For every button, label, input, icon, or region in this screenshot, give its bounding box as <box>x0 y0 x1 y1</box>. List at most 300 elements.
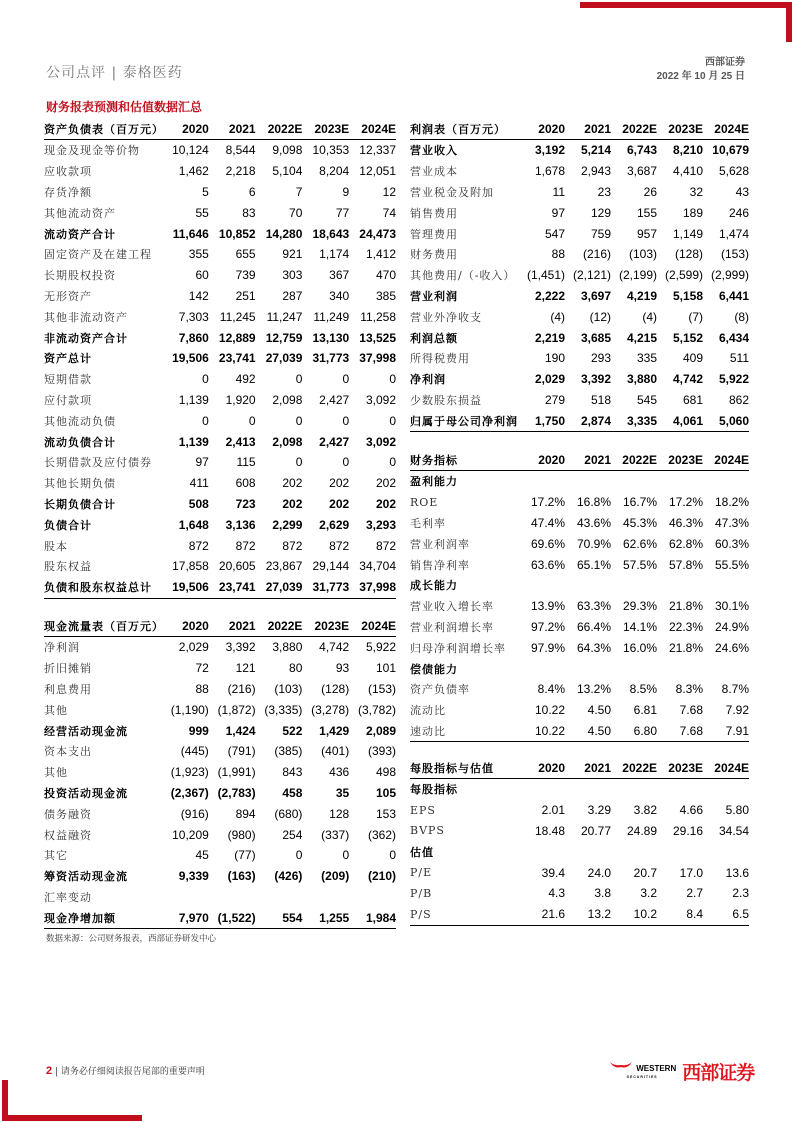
cell-value: 0 <box>389 413 396 428</box>
cell-value: (216) <box>227 681 256 696</box>
row-label: 长期负债合计 <box>44 497 116 511</box>
logo-english-sub: SECURITIES <box>626 1075 658 1079</box>
cell-value: 4.50 <box>565 721 611 742</box>
cell-value: 16.8% <box>576 495 611 510</box>
row-label: 现金及现金等价物 <box>44 144 140 158</box>
footer-disclaimer: 请务必仔细阅读报告尾部的重要声明 <box>60 1067 205 1077</box>
table-row <box>44 556 396 577</box>
row-label: P/E <box>410 866 433 880</box>
cell-value: (163) <box>227 869 256 884</box>
table-row <box>44 679 396 700</box>
row-label: 资产负债率 <box>410 683 470 697</box>
cell-value: 9,098 <box>272 143 303 158</box>
table-row <box>44 182 396 203</box>
table-row <box>410 223 749 244</box>
cell-value: (393) <box>367 744 396 759</box>
row-label: EPS <box>410 803 436 817</box>
top-red-bar-vertical <box>786 2 792 42</box>
cell-value: 7.91 <box>703 721 749 742</box>
cell-value: (103) <box>628 247 657 262</box>
cell-value: 35 <box>335 785 350 800</box>
row-label: 所得税费用 <box>410 352 470 366</box>
cell-value: 681 <box>682 392 703 407</box>
cell-value: 436 <box>329 765 350 780</box>
cell-value: 3,092 <box>365 392 396 407</box>
cell-value: 21.8% <box>668 640 703 655</box>
income-statement-table <box>410 119 749 432</box>
cell-value: 47.3% <box>714 515 749 530</box>
cell-value: (12) <box>589 309 611 324</box>
cell-value <box>565 575 611 596</box>
column-header: 2023E <box>302 616 349 637</box>
cell-value: 65.1% <box>576 557 611 572</box>
table-header-row <box>410 758 749 779</box>
row-label: 净利润 <box>44 641 80 655</box>
table-row <box>410 182 749 203</box>
cell-value <box>519 575 565 596</box>
cell-value: 3,392 <box>580 372 611 387</box>
financial-ratios-table <box>410 450 749 742</box>
row-label: 归属于母公司净利润 <box>410 410 519 431</box>
cell-value: 409 <box>682 351 703 366</box>
cell-value: 411 <box>189 476 209 491</box>
logo-bull-icon <box>608 1061 676 1082</box>
cell-value: 8.5% <box>629 682 657 697</box>
cell-value: 1,984 <box>349 907 396 928</box>
table-row <box>410 369 749 390</box>
table-row <box>410 554 749 575</box>
cell-value: (8) <box>734 309 749 324</box>
cell-value: 4,410 <box>672 164 703 179</box>
cell-value: 29.3% <box>622 599 657 614</box>
cell-value: 4.50 <box>587 703 611 718</box>
cell-value: 20.7 <box>633 865 657 880</box>
cell-value <box>611 575 657 596</box>
cell-value: 554 <box>256 907 303 928</box>
cell-value: (2,367) <box>170 785 209 800</box>
cell-value: 3,880 <box>272 640 303 655</box>
cell-value: 189 <box>682 205 703 220</box>
column-header: 2020 <box>519 758 565 779</box>
cell-value: 23,741 <box>218 351 256 366</box>
row-label: ROE <box>410 495 439 509</box>
table-row <box>44 348 396 369</box>
table-row <box>410 348 749 369</box>
cell-value: (4) <box>642 309 657 324</box>
table-row <box>44 473 396 494</box>
cell-value: 190 <box>544 351 565 366</box>
cell-value: 18.48 <box>534 823 565 838</box>
table-row <box>410 596 749 617</box>
cell-value: 7.92 <box>725 703 749 718</box>
cell-value: 10,209 <box>172 827 209 842</box>
cell-value: 9 <box>342 184 350 199</box>
cell-value: 7 <box>295 184 303 199</box>
cell-value <box>565 779 611 800</box>
cell-value: 498 <box>375 765 396 780</box>
cell-value: 0 <box>295 413 303 428</box>
table-row <box>44 286 396 307</box>
per-share-valuation-table <box>410 758 749 926</box>
cell-value: 0 <box>342 455 350 470</box>
column-header: 2022E <box>256 616 303 637</box>
cell-value: 340 <box>329 288 350 303</box>
cell-value: (337) <box>321 827 350 842</box>
cell-value: 3,392 <box>225 640 256 655</box>
cell-value: 62.6% <box>622 536 657 551</box>
table-row <box>44 369 396 390</box>
logo-chinese: 西部证券 <box>682 1063 755 1084</box>
cell-value: 335 <box>636 351 657 366</box>
table-row <box>410 575 749 596</box>
cell-value: 6.81 <box>633 703 657 718</box>
table-row <box>410 862 749 883</box>
row-label: 投资活动现金流 <box>44 786 128 800</box>
cell-value: 279 <box>544 392 565 407</box>
row-label: 负债和股东权益总计 <box>44 577 162 598</box>
row-label: 毛利率 <box>410 516 446 530</box>
cell-value: 13,525 <box>359 330 396 345</box>
table-row <box>44 783 396 804</box>
cell-value: 97.9% <box>530 640 565 655</box>
column-header: 2024E <box>703 758 749 779</box>
cell-value: 6.5 <box>703 904 749 925</box>
cell-value: 0 <box>342 372 350 387</box>
cell-value: 1,429 <box>319 723 350 738</box>
cell-value: 202 <box>282 476 303 491</box>
row-label: 其他长期负债 <box>44 477 116 491</box>
cell-value: 0 <box>202 413 209 428</box>
cell-value: 3,092 <box>365 434 396 449</box>
cell-value: 153 <box>375 806 396 821</box>
row-label: 非流动资产合计 <box>44 331 128 345</box>
cell-value: 24.9% <box>714 619 749 634</box>
table-row <box>44 223 396 244</box>
cell-value: 6,434 <box>718 330 749 345</box>
cell-value: 508 <box>188 496 209 511</box>
row-label: 偿债能力 <box>410 662 458 676</box>
cell-value: 10,679 <box>712 143 749 158</box>
cell-value: 20,605 <box>218 559 256 574</box>
cell-value <box>611 841 657 862</box>
cell-value: 12,337 <box>359 143 396 158</box>
cell-value: 385 <box>375 288 396 303</box>
cell-value: 12,889 <box>218 330 256 345</box>
table-row <box>44 887 396 908</box>
cell-value: 3.82 <box>633 803 657 818</box>
cell-value: (1,522) <box>209 907 256 928</box>
cell-value: 121 <box>235 661 256 676</box>
table-row <box>44 699 396 720</box>
cell-value: 0 <box>389 848 396 863</box>
cell-value: 11,245 <box>219 309 256 324</box>
cell-value: 23,867 <box>265 559 303 574</box>
cell-value: 0 <box>202 372 209 387</box>
cell-value: 29,144 <box>312 559 350 574</box>
cell-value: 7.68 <box>657 721 703 742</box>
cell-value <box>519 658 565 679</box>
table-row <box>410 658 749 679</box>
row-label: 营业收入 <box>410 144 458 158</box>
cell-value: 2,427 <box>319 392 350 407</box>
cell-value: 14,280 <box>265 226 303 241</box>
table-row <box>44 658 396 679</box>
cell-value: 37,998 <box>349 577 396 598</box>
cell-value: 0 <box>342 413 350 428</box>
table-row <box>44 762 396 783</box>
cell-value: 45 <box>195 848 209 863</box>
row-label: 经营活动现金流 <box>44 724 128 738</box>
cell-value: 63.3% <box>576 599 611 614</box>
cell-value: (209) <box>321 869 350 884</box>
table-title: 资产负债表（百万元） <box>44 119 162 140</box>
cell-value: 251 <box>235 288 256 303</box>
row-label: P/S <box>410 904 519 925</box>
column-header: 2021 <box>209 616 256 637</box>
table-row <box>44 741 396 762</box>
cell-value: 2,629 <box>319 517 350 532</box>
cell-value: 57.5% <box>622 557 657 572</box>
cell-value: 57.8% <box>668 557 703 572</box>
cell-value <box>657 575 703 596</box>
cell-value: 3,687 <box>626 164 657 179</box>
cell-value: 2,218 <box>225 164 256 179</box>
row-label: 资产总计 <box>44 352 92 366</box>
table-row <box>44 720 396 741</box>
row-label: 营业利润率 <box>410 537 470 551</box>
cell-value: (153) <box>720 247 749 262</box>
cell-value: 10,124 <box>172 143 209 158</box>
cell-value: 872 <box>329 538 350 553</box>
cell-value: 2,219 <box>534 330 565 345</box>
cell-value: 3.2 <box>640 886 657 901</box>
cell-value: 7.68 <box>679 703 703 718</box>
cell-value: (77) <box>234 848 256 863</box>
cell-value <box>611 779 657 800</box>
cell-value: 29.16 <box>672 823 703 838</box>
cell-value: 13.9% <box>530 599 565 614</box>
cell-value: 27,039 <box>265 351 303 366</box>
table-row <box>44 845 396 866</box>
cell-value: 8.4 <box>657 904 703 925</box>
cell-value: 202 <box>375 496 396 511</box>
cell-value: 18.2% <box>714 495 749 510</box>
cell-value: 4,742 <box>672 372 703 387</box>
row-label: 销售净利率 <box>410 558 470 572</box>
table-row <box>410 327 749 348</box>
cell-value: 0 <box>295 455 303 470</box>
cell-value: 2,098 <box>272 392 303 407</box>
cell-value: 547 <box>544 226 565 241</box>
cell-value: 129 <box>590 205 611 220</box>
cell-value: (153) <box>367 681 396 696</box>
row-label: 应收款项 <box>44 165 92 179</box>
cell-value: 17.2% <box>668 495 703 510</box>
cell-value: 8,204 <box>319 164 350 179</box>
cell-value <box>302 887 349 908</box>
cell-value: 10,852 <box>218 226 256 241</box>
cell-value: 1,174 <box>319 247 350 262</box>
cell-value: 13.6 <box>725 865 749 880</box>
cell-value: 3,335 <box>611 410 657 431</box>
table-row <box>44 244 396 265</box>
cell-value: 1,412 <box>365 247 396 262</box>
cell-value <box>657 658 703 679</box>
cell-value <box>162 887 209 908</box>
table-row <box>44 535 396 556</box>
cell-value: 1,139 <box>178 434 209 449</box>
cell-value: 5,060 <box>703 410 749 431</box>
cell-value: (916) <box>180 806 209 821</box>
row-label: 速动比 <box>410 721 519 742</box>
cell-value: 872 <box>235 538 256 553</box>
cell-value: (2,783) <box>217 785 256 800</box>
cell-value: 74 <box>382 205 396 220</box>
cell-value: 46.3% <box>668 515 703 530</box>
cell-value: 1,424 <box>225 723 256 738</box>
row-label: 股东权益 <box>44 560 92 574</box>
cell-value: 69.6% <box>530 536 565 551</box>
cell-value: 13,130 <box>312 330 350 345</box>
row-label: 股本 <box>44 539 68 553</box>
table-row <box>44 265 396 286</box>
cell-value: 34,704 <box>359 559 396 574</box>
cell-value: 27,039 <box>256 577 303 598</box>
cell-value <box>703 779 749 800</box>
table-row <box>410 883 749 904</box>
table-row <box>410 265 749 286</box>
cell-value: 1,678 <box>534 164 565 179</box>
table-row <box>44 514 396 535</box>
table-header-row <box>410 119 749 140</box>
table-row <box>410 140 749 161</box>
table-header-row <box>44 119 396 140</box>
row-label: 其他流动资产 <box>44 206 116 220</box>
cell-value: (2,199) <box>618 268 657 283</box>
table-row <box>410 410 749 431</box>
cell-value: 4.3 <box>548 886 565 901</box>
cell-value: 862 <box>728 392 749 407</box>
row-label: 营业成本 <box>410 165 458 179</box>
cell-value: 872 <box>282 538 303 553</box>
cell-value: 1,462 <box>178 164 209 179</box>
cell-value: 5,152 <box>672 330 703 345</box>
cell-value: 16.0% <box>622 640 657 655</box>
cell-value: 1,920 <box>225 392 256 407</box>
cell-value: 77 <box>335 205 350 220</box>
table-row <box>410 821 749 842</box>
table-header-row <box>410 450 749 471</box>
cell-value: 17,858 <box>172 559 209 574</box>
cell-value: 21.6 <box>519 904 565 925</box>
cell-value: 8,544 <box>225 143 256 158</box>
cell-value: 5,922 <box>718 372 749 387</box>
cell-value <box>519 779 565 800</box>
cell-value: 101 <box>375 661 396 676</box>
cell-value: 88 <box>551 247 565 262</box>
table-row <box>410 513 749 534</box>
top-red-bar <box>580 2 792 8</box>
cell-value: (426) <box>274 869 303 884</box>
cell-value: 608 <box>235 476 256 491</box>
cell-value: 2,029 <box>534 372 565 387</box>
cell-value: 894 <box>235 806 256 821</box>
broker-name: 西部证券 <box>705 57 745 68</box>
row-label: 其它 <box>44 849 68 863</box>
cell-value: 155 <box>636 205 657 220</box>
column-header: 2020 <box>519 119 565 140</box>
cell-value: 11,247 <box>266 309 303 324</box>
cell-value <box>349 887 396 908</box>
cell-value: 83 <box>242 205 256 220</box>
row-label: 现金净增加额 <box>44 907 162 928</box>
cell-value: 5,214 <box>580 143 611 158</box>
cell-value: 19,506 <box>172 351 209 366</box>
cell-value: (4) <box>550 309 565 324</box>
cell-value: 43 <box>735 184 749 199</box>
cell-value: 739 <box>235 268 256 283</box>
table-title: 财务指标 <box>410 450 519 471</box>
table-row <box>410 306 749 327</box>
table-row <box>410 161 749 182</box>
cell-value: 2.7 <box>686 886 703 901</box>
cell-value: 2,874 <box>565 410 611 431</box>
cell-value: (2,999) <box>710 268 749 283</box>
table-row <box>410 244 749 265</box>
cell-value: 60.3% <box>714 536 749 551</box>
row-label: 其他非流动资产 <box>44 310 128 324</box>
cell-value: 30.1% <box>714 599 749 614</box>
cell-value: 202 <box>329 496 350 511</box>
bull-horns-icon <box>608 1061 634 1071</box>
cell-value: 2,222 <box>534 288 565 303</box>
cell-value: 13.2 <box>565 904 611 925</box>
cell-value: (216) <box>582 247 611 262</box>
row-label: 营业外净收支 <box>410 310 482 324</box>
cell-value: 4,219 <box>626 288 657 303</box>
cell-value: 62.8% <box>668 536 703 551</box>
cell-value: 4,742 <box>319 640 350 655</box>
row-label: 无形资产 <box>44 289 92 303</box>
cell-value: 5 <box>202 184 209 199</box>
row-label: 短期借款 <box>44 373 92 387</box>
column-header: 2024E <box>703 119 749 140</box>
table-row <box>44 327 396 348</box>
row-label: 净利润 <box>410 373 446 387</box>
row-label: 其他 <box>44 703 68 717</box>
table-row <box>44 306 396 327</box>
row-label: 流动资产合计 <box>44 227 116 241</box>
cell-value: 545 <box>636 392 657 407</box>
column-header: 2022E <box>611 119 657 140</box>
table-row <box>410 637 749 658</box>
column-header: 2023E <box>302 119 349 140</box>
column-header: 2024E <box>349 616 396 637</box>
cell-value: 142 <box>188 288 209 303</box>
cell-value: (1,923) <box>170 765 209 780</box>
cash-flow-table <box>44 616 396 929</box>
column-header: 2021 <box>565 119 611 140</box>
row-label: 营业收入增长率 <box>410 600 494 614</box>
cell-value: 4,061 <box>657 410 703 431</box>
cell-value: 3,192 <box>534 143 565 158</box>
cell-value: 24.89 <box>626 823 657 838</box>
row-label: 营业税金及附加 <box>410 185 494 199</box>
row-label: 其他 <box>44 766 68 780</box>
cell-value: 70 <box>289 205 303 220</box>
cell-value: 32 <box>689 184 703 199</box>
cell-value: (401) <box>321 744 350 759</box>
